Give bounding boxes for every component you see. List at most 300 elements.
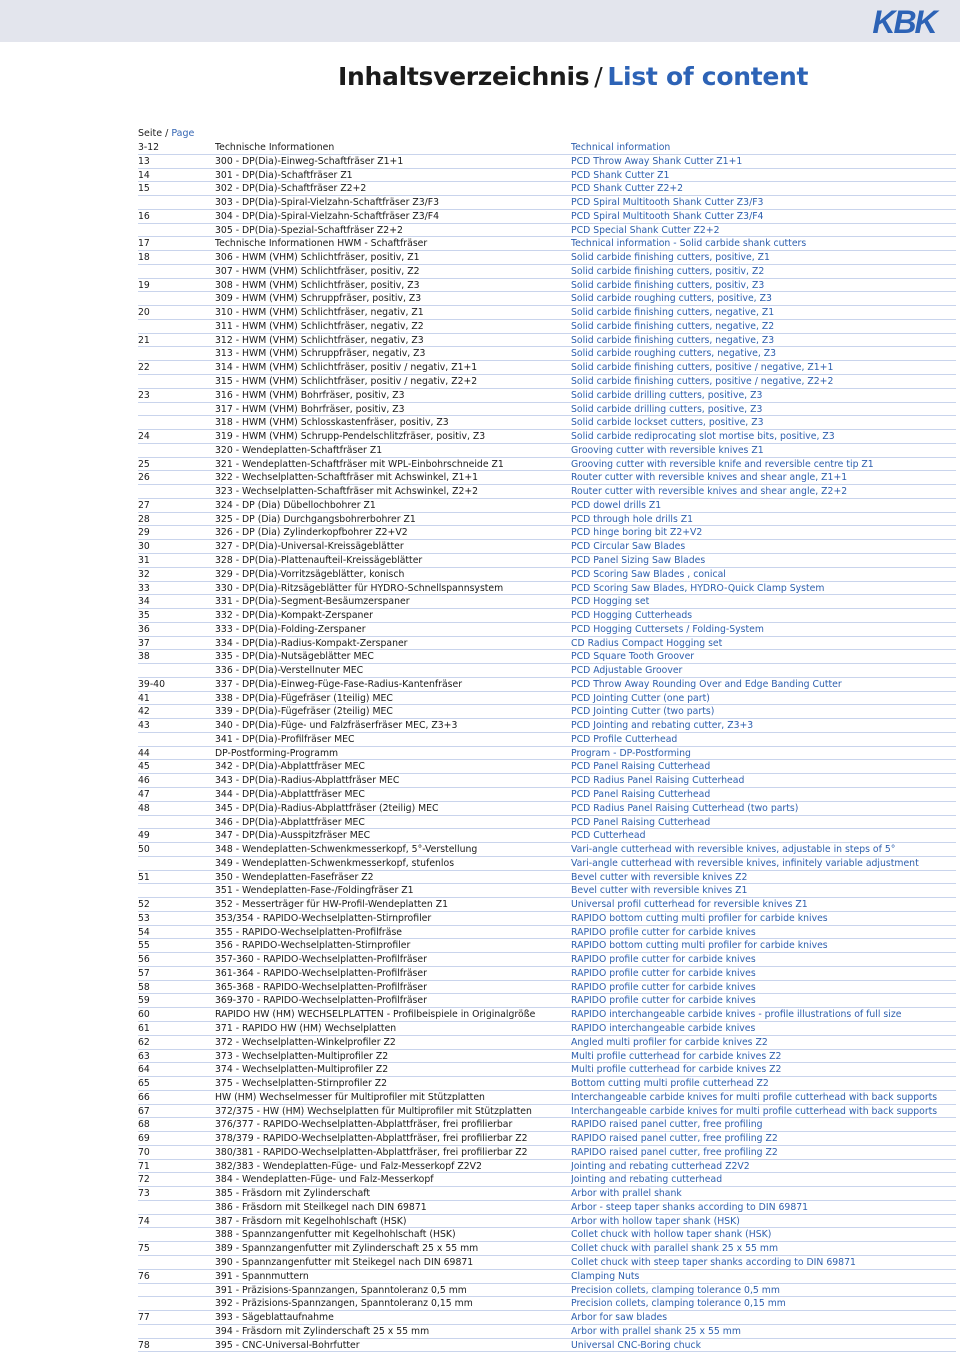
toc-row [138,1242,956,1256]
toc-title-german: 333 - DP(Dia)-Folding-Zerspaner [215,623,366,635]
toc-title-german: 306 - HWM (VHM) Schlichtfräser, positiv, Z1 [215,252,420,264]
toc-title-english: Solid carbide rediprocating slot mortise bits, positive, Z3 [571,431,835,443]
toc-title-german: 382/383 - Wendeplatten-Füge- und Falz-Messerkopf Z2V2 [215,1160,482,1172]
kbk-logo-text: KBK [872,6,936,36]
toc-title-english: PCD Cutterhead [571,830,646,842]
toc-page-number: 17 [138,238,150,250]
toc-row [138,981,956,995]
toc-row [138,1215,956,1229]
toc-title-german: 331 - DP(Dia)-Segment-Besäumzerspaner [215,596,410,608]
toc-page-number: 68 [138,1119,150,1131]
toc-title-english: PCD Panel Sizing Saw Blades [571,554,706,566]
toc-title-german: 319 - HWM (VHM) Schrupp-Pendelschlitzfräser, positiv, Z3 [215,431,486,443]
toc-title-german: 335 - DP(Dia)-Nutsägeblätter MEC [215,651,374,663]
toc-title-english: Program - DP-Postforming [571,747,691,759]
toc-page-number: 33 [138,582,150,594]
toc-page-number: 78 [138,1339,150,1351]
toc-row [138,939,956,953]
toc-page-number: 21 [138,334,150,346]
toc-row [138,347,956,361]
toc-title-german: 389 - Spannzangenfutter mit Zylinderschaft 25 x 55 mm [215,1243,479,1255]
toc-title-english: PCD hinge boring bit Z2+V2 [571,527,703,539]
toc-row [138,224,956,238]
toc-title-english: Solid carbide finishing cutters, positive, Z1 [571,252,770,264]
toc-title-german: 387 - Fräsdorn mit Kegelhohlschaft (HSK) [215,1215,407,1227]
toc-row [138,1036,956,1050]
toc-title-german: 380/381 - RAPIDO-Wechselplatten-Abplattfräser, frei profilierbar Z2 [215,1146,528,1158]
toc-row [138,1050,956,1064]
toc-row [138,1118,956,1132]
toc-title-english: Grooving cutter with reversible knives Z1 [571,444,764,456]
toc-title-english: PCD Spiral Multitooth Shank Cutter Z3/F3 [571,197,764,209]
toc-title-german: 351 - Wendeplatten-Fase-/Foldingfräser Z1 [215,885,414,897]
toc-title-english: Solid carbide finishing cutters, negative, Z2 [571,320,775,332]
toc-row [138,1284,956,1298]
toc-title-english: Arbor for saw blades [571,1312,668,1324]
toc-row [138,430,956,444]
toc-row [138,1325,956,1339]
toc-page-number: 56 [138,954,150,966]
toc-row [138,1256,956,1270]
toc-title-english: Solid carbide roughing cutters, negative, Z3 [571,348,777,360]
toc-row [138,526,956,540]
toc-title-german: 352 - Messerträger für HW-Profil-Wendeplatten Z1 [215,899,449,911]
toc-title-english: PCD Special Shank Cutter Z2+2 [571,224,720,236]
toc-page-number: 13 [138,155,150,167]
toc-title-english: Vari-angle cutterhead with reversible knives, adjustable in steps of 5° [571,844,896,856]
toc-row [138,788,956,802]
toc-title-english: Vari-angle cutterhead with reversible knives, infinitely variable adjustment [571,857,919,869]
toc-title-english: PCD Spiral Multitooth Shank Cutter Z3/F4 [571,210,764,222]
toc-title-german: 336 - DP(Dia)-Verstellnuter MEC [215,665,364,677]
toc-title-german: 323 - Wechselplatten-Schaftfräser mit Achswinkel, Z2+2 [215,486,479,498]
toc-row [138,678,956,692]
toc-title-german: 361-364 - RAPIDO-Wechselplatten-Profilfräser [215,967,427,979]
toc-row [138,1270,956,1284]
page-title [338,62,808,91]
toc-title-german: 305 - DP(Dia)-Spezial-Schaftfräser Z2+2 [215,224,403,236]
toc-page-number: 30 [138,541,150,553]
toc-title-german: 304 - DP(Dia)-Spiral-Vielzahn-Schaftfräser Z3/F4 [215,210,440,222]
toc-title-english: Solid carbide drilling cutters, positive, Z3 [571,389,763,401]
toc-title-german: 374 - Wechselplatten-Multiprofiler Z2 [215,1064,389,1076]
toc-row [138,884,956,898]
toc-row [138,926,956,940]
toc-page-number: 16 [138,210,150,222]
toc-page-number: 24 [138,431,150,443]
toc-title-english: RAPIDO profile cutter for carbide knives [571,981,756,993]
toc-title-english: RAPIDO raised panel cutter, free profiling [571,1119,763,1131]
toc-row [138,637,956,651]
toc-title-english: PCD dowel drills Z1 [571,499,662,511]
toc-title-german: 373 - Wechselplatten-Multiprofiler Z2 [215,1050,389,1062]
toc-title-english: RAPIDO profile cutter for carbide knives [571,995,756,1007]
toc-row [138,1146,956,1160]
toc-title-german: 327 - DP(Dia)-Universal-Kreissägeblätter [215,541,404,553]
toc-title-german: Technische Informationen HWM - Schaftfräser [215,238,428,250]
toc-row [138,857,956,871]
toc-row [138,898,956,912]
toc-title-english: PCD Shank Cutter Z2+2 [571,183,684,195]
toc-page-number: 54 [138,926,150,938]
toc-page-number: 63 [138,1050,150,1062]
toc-row [138,485,956,499]
toc-title-german: 316 - HWM (VHM) Bohrfräser, positiv, Z3 [215,389,405,401]
toc-title-english: Clamping Nuts [571,1270,640,1282]
toc-column-header [138,127,956,141]
toc-page-number: 61 [138,1023,150,1034]
toc-title-english: Solid carbide finishing cutters, positive / negative, Z2+2 [571,376,834,388]
toc-row [138,1091,956,1105]
toc-row [138,141,956,155]
toc-title-german: 350 - Wendeplatten-Fasefräser Z2 [215,871,374,883]
toc-title-english: Collet chuck with hollow taper shank (HSK) [571,1229,772,1241]
toc-row [138,1339,956,1353]
toc-title-german: 340 - DP(Dia)-Füge- und Falzfräserfräser MEC, Z3+3 [215,720,458,732]
toc-page-number: 31 [138,554,150,566]
toc-title-german: 357-360 - RAPIDO-Wechselplatten-Profilfräser [215,954,427,966]
toc-page-number: 67 [138,1105,150,1117]
toc-title-english: Router cutter with reversible knives and shear angle, Z2+2 [571,486,848,498]
toc-title-german: 385 - Fräsdorn mit Zylinderschaft [215,1188,371,1200]
toc-page-number: 36 [138,623,150,635]
toc-title-english: Solid carbide finishing cutters, positiv, Z3 [571,279,765,291]
toc-title-english: PCD Scoring Saw Blades, HYDRO-Quick Clamp System [571,582,825,594]
toc-row [138,953,956,967]
toc-page-number: 19 [138,279,150,291]
toc-title-english: Solid carbide drilling cutters, positive, Z3 [571,403,763,415]
column-header-separator: / [165,128,169,139]
toc-row [138,499,956,513]
toc-title-english: Arbor - steep taper shanks according to DIN 69871 [571,1201,809,1213]
toc-title-german: 302 - DP(Dia)-Schaftfräser Z2+2 [215,183,367,195]
toc-title-german: 346 - DP(Dia)-Abplattfräser MEC [215,816,365,828]
toc-row [138,582,956,596]
toc-title-english: RAPIDO interchangeable carbide knives - profile illustrations of full size [571,1009,902,1021]
toc-row [138,1022,956,1036]
toc-title-english: Precision collets, clamping tolerance 0,15 mm [571,1298,786,1310]
toc-title-english: Arbor with hollow taper shank (HSK) [571,1215,740,1227]
toc-title-german: 386 - Fräsdorn mit Steilkegel nach DIN 69871 [215,1201,427,1213]
toc-page-number: 34 [138,596,150,608]
toc-row [138,292,956,306]
toc-row [138,568,956,582]
toc-row [138,1132,956,1146]
toc-page-number: 41 [138,692,150,704]
toc-page-number: 66 [138,1091,150,1103]
toc-row [138,1187,956,1201]
toc-title-german: 310 - HWM (VHM) Schlichtfräser, negativ, Z1 [215,307,424,319]
toc-title-english: Universal CNC-Boring chuck [571,1339,701,1351]
toc-title-english: Interchangeable carbide knives for multi profile cutterhead with back supports [571,1105,938,1117]
toc-title-german: 343 - DP(Dia)-Radius-Abplattfräser MEC [215,775,400,787]
toc-title-english: RAPIDO bottom cutting multi profiler for carbide knives [571,940,828,952]
toc-title-english: RAPIDO interchangeable carbide knives [571,1023,756,1034]
toc-title-german: HW (HM) Wechselmesser für Multiprofiler mit Stützplatten [215,1091,485,1103]
toc-title-english: Collet chuck with steep taper shanks according to DIN 69871 [571,1257,856,1269]
toc-row [138,554,956,568]
column-header-german: Seite [138,128,163,139]
toc-title-german: 355 - RAPIDO-Wechselplatten-Profilfräse [215,926,403,938]
toc-row [138,609,956,623]
toc-row [138,1201,956,1215]
toc-title-german: 318 - HWM (VHM) Schlosskastenfräser, positiv, Z3 [215,417,449,429]
toc-title-german: 326 - DP (Dia) Zylinderkopfbohrer Z2+V2 [215,527,408,539]
toc-title-english: RAPIDO profile cutter for carbide knives [571,926,756,938]
toc-title-german: 320 - Wendeplatten-Schaftfräser Z1 [215,444,383,456]
toc-title-german: 330 - DP(Dia)-Ritzsägeblätter für HYDRO-Schnellspannsystem [215,582,504,594]
toc-row [138,747,956,761]
toc-title-english: Interchangeable carbide knives for multi profile cutterhead with back supports [571,1091,938,1103]
toc-title-german: 369-370 - RAPIDO-Wechselplatten-Profilfräser [215,995,427,1007]
toc-row [138,733,956,747]
toc-title-english: PCD Jointing Cutter (two parts) [571,706,715,718]
toc-title-english: PCD Panel Raising Cutterhead [571,816,711,828]
toc-page-number: 53 [138,912,150,924]
toc-title-german: 395 - CNC-Universal-Bohrfutter [215,1339,360,1351]
toc-page-number: 44 [138,747,150,759]
toc-row [138,361,956,375]
toc-title-english: Solid carbide lockset cutters, positive, Z3 [571,417,764,429]
toc-title-german: 337 - DP(Dia)-Einweg-Füge-Fase-Radius-Kantenfräser [215,678,463,690]
toc-title-german: 391 - Spannmuttern [215,1270,309,1282]
toc-title-german: 328 - DP(Dia)-Plattenaufteil-Kreissägeblätter [215,554,423,566]
toc-page-number: 48 [138,802,150,814]
toc-title-english: Arbor with prallel shank 25 x 55 mm [571,1325,741,1337]
toc-title-german: 372 - Wechselplatten-Winkelprofiler Z2 [215,1036,396,1048]
toc-title-english: Solid carbide finishing cutters, negative, Z1 [571,307,775,319]
toc-row [138,760,956,774]
toc-title-german: 345 - DP(Dia)-Radius-Abplattfräser (2teilig) MEC [215,802,439,814]
toc-title-english: Solid carbide finishing cutters, positiv, Z2 [571,265,765,277]
toc-page-number: 58 [138,981,150,993]
toc-row [138,251,956,265]
toc-row [138,1063,956,1077]
toc-title-english: PCD Throw Away Rounding Over and Edge Banding Cutter [571,678,842,690]
toc-page-number: 14 [138,169,150,181]
toc-title-english: Multi profile cutterhead for carbide knives Z2 [571,1064,782,1076]
toc-title-english: Jointing and rebating cutterhead [571,1174,723,1186]
toc-page-number: 65 [138,1078,150,1090]
toc-title-german: 371 - RAPIDO HW (HM) Wechselplatten [215,1023,397,1034]
toc-title-english: Bottom cutting multi profile cutterhead Z2 [571,1078,769,1090]
toc-title-english: Universal profil cutterhead for reversible knives Z1 [571,899,808,911]
title-german: Inhaltsverzeichnis [338,62,590,91]
toc-row [138,1077,956,1091]
toc-row [138,1311,956,1325]
toc-page-number: 37 [138,637,150,649]
toc-title-german: 338 - DP(Dia)-Fügefräser (1teilig) MEC [215,692,393,704]
toc-title-english: Solid carbide finishing cutters, negative, Z3 [571,334,775,346]
toc-page-number: 43 [138,720,150,732]
toc-row [138,774,956,788]
toc-row [138,1297,956,1311]
toc-page-number: 70 [138,1146,150,1158]
toc-title-german: 322 - Wechselplatten-Schaftfräser mit Achswinkel, Z1+1 [215,472,479,484]
kbk-logo [864,6,944,36]
toc-page-number: 60 [138,1009,150,1021]
toc-title-german: 314 - HWM (VHM) Schlichtfräser, positiv / negativ, Z1+1 [215,362,478,374]
toc-page-number: 77 [138,1312,150,1324]
toc-title-german: 353/354 - RAPIDO-Wechselplatten-Stirnprofiler [215,912,432,924]
toc-title-german: 311 - HWM (VHM) Schlichtfräser, negativ, Z2 [215,320,424,332]
toc-page-number: 18 [138,252,150,264]
toc-title-english: PCD Jointing Cutter (one part) [571,692,710,704]
toc-title-german: DP-Postforming-Programm [215,747,339,759]
toc-row [138,471,956,485]
header-band [0,0,960,42]
toc-row [138,1105,956,1119]
toc-page-number: 71 [138,1160,150,1172]
toc-page-number: 55 [138,940,150,952]
toc-page-number: 20 [138,307,150,319]
toc-page-number: 29 [138,527,150,539]
toc-row [138,279,956,293]
toc-title-german: 300 - DP(Dia)-Einweg-Schaftfräser Z1+1 [215,155,404,167]
toc-row [138,196,956,210]
toc-title-german: 347 - DP(Dia)-Ausspitzfräser MEC [215,830,371,842]
toc-title-english: Technical information [571,142,671,153]
toc-title-english: PCD Jointing and rebating cutter, Z3+3 [571,720,754,732]
toc-row [138,871,956,885]
toc-title-german: 393 - Sägeblattaufnahme [215,1312,334,1324]
toc-title-english: PCD Hogging Cuttersets / Folding-System [571,623,764,635]
toc-page-number: 27 [138,499,150,511]
toc-title-german: 339 - DP(Dia)-Fügefräser (2teilig) MEC [215,706,393,718]
toc-page-number: 62 [138,1036,150,1048]
toc-page-number: 75 [138,1243,150,1255]
toc-row [138,182,956,196]
toc-title-german: 315 - HWM (VHM) Schlichtfräser, positiv / negativ, Z2+2 [215,376,478,388]
toc-title-english: PCD Hogging Cutterheads [571,610,693,622]
toc-title-english: Technical information - Solid carbide shank cutters [571,238,807,250]
toc-title-english: Jointing and rebating cutterhead Z2V2 [571,1160,750,1172]
toc-title-german: 372/375 - HW (HM) Wechselplatten für Multiprofiler mit Stützplatten [215,1105,532,1117]
toc-title-english: Collet chuck with parallel shank 25 x 55 mm [571,1243,779,1255]
toc-title-english: Precision collets, clamping tolerance 0,5 mm [571,1284,780,1296]
toc-row [138,513,956,527]
toc-row [138,169,956,183]
toc-title-english: PCD through hole drills Z1 [571,513,694,525]
toc-title-german: 329 - DP(Dia)-Vorritzsägeblätter, konisch [215,568,405,580]
title-separator: / [594,62,603,91]
toc-title-english: PCD Scoring Saw Blades , conical [571,568,726,580]
toc-title-german: 324 - DP (Dia) Dübellochbohrer Z1 [215,499,376,511]
toc-title-english: PCD Panel Raising Cutterhead [571,761,711,773]
toc-title-german: 308 - HWM (VHM) Schlichtfräser, positiv, Z3 [215,279,420,291]
toc-row [138,650,956,664]
toc-row [138,444,956,458]
toc-page-number: 42 [138,706,150,718]
toc-row [138,389,956,403]
toc-page-number: 28 [138,513,150,525]
toc-page-number: 72 [138,1174,150,1186]
toc-row [138,334,956,348]
toc-page-number: 59 [138,995,150,1007]
toc-title-english: CD Radius Compact Hogging set [571,637,723,649]
toc-title-english: PCD Hogging set [571,596,650,608]
toc-title-english: PCD Adjustable Groover [571,665,683,677]
toc-page-number: 47 [138,788,150,800]
toc-title-german: 384 - Wendeplatten-Füge- und Falz-Messerkopf [215,1174,434,1186]
toc-row [138,967,956,981]
toc-title-english: Solid carbide roughing cutters, positive, Z3 [571,293,772,305]
toc-title-english: PCD Shank Cutter Z1 [571,169,670,181]
toc-page-number: 49 [138,830,150,842]
toc-title-german: 365-368 - RAPIDO-Wechselplatten-Profilfräser [215,981,427,993]
toc-page-number: 22 [138,362,150,374]
toc-row [138,265,956,279]
toc-title-english: RAPIDO profile cutter for carbide knives [571,954,756,966]
toc-page-number: 74 [138,1215,150,1227]
toc-title-german: 334 - DP(Dia)-Radius-Kompakt-Zerspaner [215,637,408,649]
toc-title-english: PCD Profile Cutterhead [571,733,678,745]
toc-page-number: 50 [138,844,150,856]
toc-row [138,210,956,224]
toc-page-number: 38 [138,651,150,663]
toc-page-number: 35 [138,610,150,622]
toc-title-german: 312 - HWM (VHM) Schlichtfräser, negativ, Z3 [215,334,424,346]
toc-title-german: 348 - Wendeplatten-Schwenkmesserkopf, 5°-Verstellung [215,844,478,856]
toc-title-english: PCD Radius Panel Raising Cutterhead (two parts) [571,802,799,814]
toc-page-number: 26 [138,472,150,484]
toc-title-german: 394 - Fräsdorn mit Zylinderschaft 25 x 55 mm [215,1325,430,1337]
toc-title-german: 307 - HWM (VHM) Schlichtfräser, positiv, Z2 [215,265,420,277]
toc-title-english: PCD Square Tooth Groover [571,651,695,663]
toc-row [138,540,956,554]
toc-title-german: RAPIDO HW (HM) WECHSELPLATTEN - Profilbeispiele in Originalgröße [215,1009,536,1021]
toc-title-english: Solid carbide finishing cutters, positive / negative, Z1+1 [571,362,834,374]
toc-row [138,1008,956,1022]
toc-page-number: 73 [138,1188,150,1200]
toc-row [138,719,956,733]
toc-page-number: 51 [138,871,150,883]
toc-row [138,1228,956,1242]
toc-title-english: Multi profile cutterhead for carbide knives Z2 [571,1050,782,1062]
toc-title-english: PCD Radius Panel Raising Cutterhead [571,775,745,787]
toc-title-german: 392 - Präzisions-Spannzangen, Spanntoleranz 0,15 mm [215,1298,473,1310]
toc-title-german: 325 - DP (Dia) Durchgangsbohrerbohrer Z1 [215,513,416,525]
toc-row [138,403,956,417]
toc-title-english: RAPIDO raised panel cutter, free profiling Z2 [571,1146,778,1158]
toc-row [138,416,956,430]
toc-row [138,705,956,719]
toc-page-number: 3-12 [138,142,160,153]
toc-row [138,994,956,1008]
toc-title-german: 332 - DP(Dia)-Kompakt-Zerspaner [215,610,373,622]
toc-page-number: 25 [138,458,150,470]
column-header-english: Page [171,128,195,139]
toc-page-number: 64 [138,1064,150,1076]
toc-title-english: RAPIDO profile cutter for carbide knives [571,967,756,979]
toc-title-german: 344 - DP(Dia)-Abplattfräser MEC [215,788,365,800]
toc-title-german: 321 - Wendeplatten-Schaftfräser mit WPL-Einbohrschneide Z1 [215,458,504,470]
toc-title-german: 309 - HWM (VHM) Schruppfräser, positiv, Z3 [215,293,422,305]
toc-title-german: 303 - DP(Dia)-Spiral-Vielzahn-Schaftfräser Z3/F3 [215,197,440,209]
toc-row [138,802,956,816]
toc-title-english: Router cutter with reversible knives and shear angle, Z1+1 [571,472,848,484]
toc-title-german: 342 - DP(Dia)-Abplattfräser MEC [215,761,365,773]
toc-row [138,664,956,678]
toc-title-german: 378/379 - RAPIDO-Wechselplatten-Abplattfräser, frei profilierbar Z2 [215,1133,528,1145]
toc-title-german: 349 - Wendeplatten-Schwenkmesserkopf, stufenlos [215,857,455,869]
toc-rows [138,141,956,1352]
toc-row [138,595,956,609]
toc-page-number: 45 [138,761,150,773]
toc-row [138,1173,956,1187]
toc-row [138,912,956,926]
toc-title-english: Bevel cutter with reversible knives Z1 [571,885,748,897]
